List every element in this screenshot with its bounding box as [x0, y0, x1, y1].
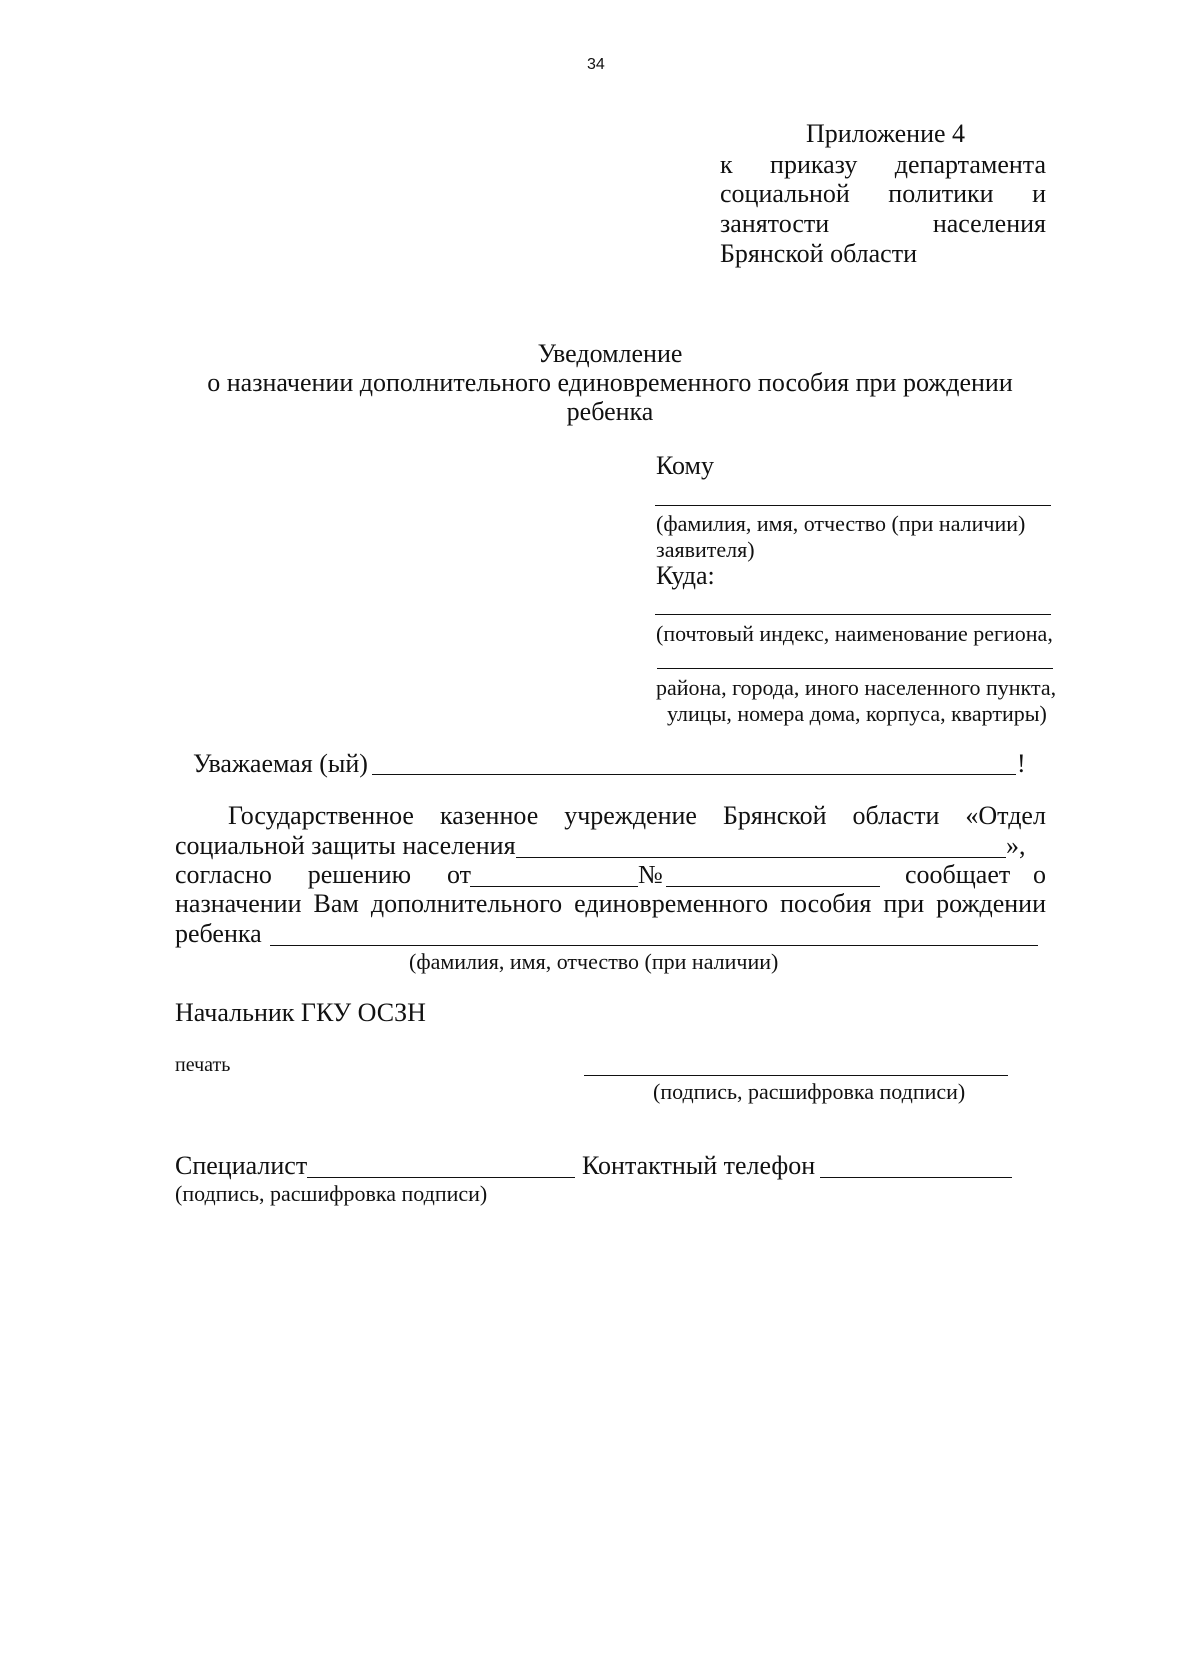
specialist-signature-line[interactable]: [307, 1177, 575, 1178]
body-word: Брянской: [722, 801, 827, 830]
body-word: учреждение: [564, 801, 697, 830]
where-hint-3: улицы, номера дома, корпуса, квартиры): [667, 701, 1047, 726]
appendix-title: Приложение 4: [806, 119, 966, 148]
decision-number-line[interactable]: [666, 886, 880, 887]
body-line-5-start: ребенка: [175, 919, 262, 948]
body-line-2-start: социальной защиты населения: [175, 831, 516, 860]
body-word: сообщает: [905, 860, 1011, 889]
child-name-line[interactable]: [270, 945, 1038, 946]
body-line-2-end: »,: [1006, 831, 1026, 860]
body-word: решению: [307, 860, 412, 889]
appendix-line-2: [720, 178, 1046, 210]
child-name-hint: (фамилия, имя, отчество (при наличии): [409, 949, 779, 974]
body-word: области: [852, 801, 940, 830]
where-hint-1: (почтовый индекс, наименование региона,: [656, 621, 1053, 646]
greeting-end: !: [1017, 749, 1026, 778]
appendix-word: занятости: [720, 209, 830, 238]
appendix-word: департамента: [894, 150, 1046, 179]
appendix-word: политики: [888, 179, 994, 208]
body-word: Вам: [313, 889, 359, 918]
appendix-line-3: [720, 208, 1046, 240]
document-subtitle-1: о назначении дополнительного единовременного пособия при рождении: [207, 368, 1013, 397]
appendix-word: и: [1032, 179, 1046, 208]
appendix-word: социальной: [720, 179, 850, 208]
body-word: от: [446, 860, 471, 889]
greeting-label: Уважаемая (ый): [193, 749, 368, 778]
phone-label: Контактный телефон: [582, 1151, 816, 1180]
head-signature-line[interactable]: [584, 1075, 1008, 1076]
body-word: назначении: [175, 889, 302, 918]
body-word: о: [1033, 860, 1046, 889]
body-word: дополнительного: [370, 889, 563, 918]
body-line-3-end: [905, 859, 1046, 891]
document-subtitle-2: ребенка: [566, 397, 654, 426]
where-field-line-1[interactable]: [655, 614, 1051, 615]
to-field-line[interactable]: [655, 505, 1051, 506]
appendix-word: населения: [932, 209, 1046, 238]
appendix-word: приказу: [770, 150, 858, 179]
to-hint-1: (фамилия, имя, отчество (при наличии): [656, 511, 1026, 536]
department-name-line[interactable]: [516, 857, 1006, 858]
head-signature-hint: (подпись, расшифровка подписи): [653, 1079, 966, 1104]
appendix-line-4: Брянской области: [720, 239, 917, 268]
appendix-line-1: [720, 149, 1046, 181]
greeting-name-line[interactable]: [372, 774, 1016, 775]
where-hint-2: района, города, иного населенного пункта,: [656, 675, 1057, 700]
body-word: рождении: [936, 889, 1046, 918]
specialist-signature-hint: (подпись, расшифровка подписи): [175, 1181, 488, 1206]
appendix-word: к: [720, 150, 733, 179]
phone-field-line[interactable]: [820, 1177, 1012, 1178]
body-word: единовременного: [574, 889, 769, 918]
decision-number-sign: №: [638, 860, 663, 889]
body-line-3-words: [175, 859, 471, 891]
specialist-label: Специалист: [175, 1151, 308, 1180]
body-word: согласно: [175, 860, 272, 889]
decision-date-line[interactable]: [470, 886, 638, 887]
to-label: Кому: [656, 451, 715, 480]
body-word: «Отдел: [965, 801, 1046, 830]
body-word: Государственное: [228, 801, 414, 830]
body-word: пособия: [780, 889, 872, 918]
body-word: при: [883, 889, 925, 918]
page-number: 34: [587, 56, 605, 73]
where-label: Куда:: [656, 561, 715, 590]
to-hint-2: заявителя): [656, 537, 755, 562]
body-word: казенное: [439, 801, 539, 830]
where-field-line-2[interactable]: [657, 668, 1053, 669]
body-line-1: [228, 800, 1046, 832]
head-title: Начальник ГКУ ОСЗН: [175, 998, 426, 1027]
stamp-label: печать: [175, 1054, 231, 1076]
body-line-4: [175, 888, 1046, 920]
document-title: Уведомление: [537, 339, 683, 368]
